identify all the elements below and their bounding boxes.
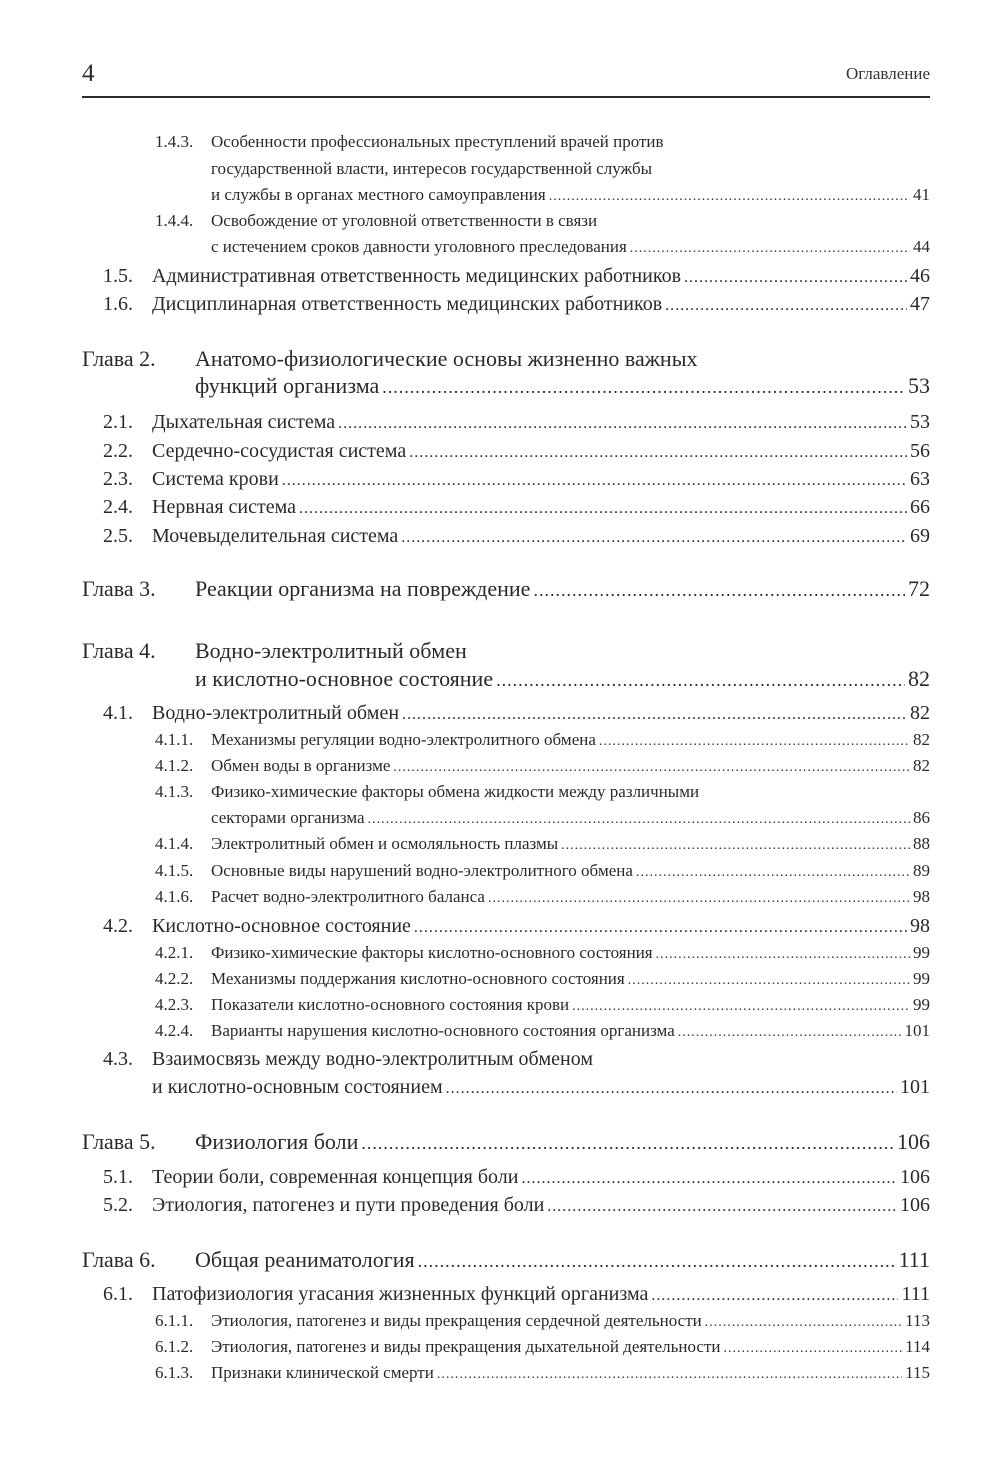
- toc-entry-number: 1.4.4.: [155, 211, 194, 230]
- toc-entry-number: 4.2.2.: [155, 969, 194, 988]
- dot-leader: [402, 701, 907, 729]
- toc-entry-number: 2.4.: [103, 496, 133, 518]
- dot-leader: [533, 575, 905, 605]
- toc-entry-title-line: Водно-электролитный обмен: [152, 702, 400, 724]
- toc-entry-title-line: Признаки клинической смерти: [211, 1363, 434, 1382]
- toc-entry-title-line: государственной власти, интересов государственной службы: [211, 159, 653, 178]
- dot-leader: [656, 943, 910, 967]
- toc-entry-number: 4.3.: [103, 1048, 133, 1070]
- toc-entry-title-line: Нервная система: [152, 496, 297, 518]
- toc-entry-page-number: 53: [908, 373, 930, 398]
- dot-leader: [521, 1165, 897, 1193]
- toc-entry-page-number: 99: [913, 943, 930, 962]
- page-header: [82, 58, 930, 96]
- toc-entry-title-line: функций организма: [195, 373, 380, 398]
- toc-entry-page-number: 115: [905, 1363, 930, 1382]
- toc-entry-number: 4.2.4.: [155, 1021, 194, 1040]
- toc-entry-number: 4.1.4.: [155, 834, 194, 853]
- toc-entry-title-line: с истечением сроков давности уголовного преследования: [211, 237, 627, 256]
- toc-entry-title-line: Мочевыделительная система: [152, 525, 399, 547]
- toc-entry-number: 6.1.1.: [155, 1311, 194, 1330]
- dot-leader: [636, 861, 910, 885]
- toc-entry-page-number: 53: [910, 411, 930, 433]
- toc-entry-title-line: Сердечно-сосудистая система: [152, 440, 407, 462]
- toc-entry-page-number: 106: [900, 1194, 930, 1216]
- toc-entry-page-number: 46: [910, 265, 930, 287]
- toc-entry-page-number: 98: [910, 915, 930, 937]
- toc-entry-title-line: Система крови: [152, 468, 279, 490]
- dot-leader: [368, 808, 910, 832]
- toc-entry-title-line: Этиология, патогенез и виды прекращения дыхательной деятельности: [211, 1337, 721, 1356]
- toc-entry-title-line: Показатели кислотно-основного состояния крови: [211, 995, 570, 1014]
- toc-entry-number: 6.1.3.: [155, 1363, 194, 1382]
- toc-entry-title-line: Механизмы поддержания кислотно-основного состояния: [211, 969, 625, 988]
- dot-leader: [705, 1311, 902, 1335]
- toc-entry-page-number: 82: [908, 666, 930, 691]
- toc-entry-title-line: Реакции организма на повреждение: [195, 576, 531, 601]
- toc-entry-number: 4.1.2.: [155, 756, 194, 775]
- toc-entry-title-line: Электролитный обмен и осмоляльность плазмы: [211, 834, 559, 853]
- toc-entry-page-number: 69: [910, 525, 930, 547]
- toc-entry-page-number: 47: [910, 293, 930, 315]
- toc-entry-page-number: 99: [913, 995, 930, 1014]
- dot-leader: [561, 834, 910, 858]
- toc-entry-page-number: 44: [913, 237, 930, 256]
- dot-leader: [549, 185, 910, 209]
- toc-entry-page-number: 66: [910, 496, 930, 518]
- toc-entry-number: 6.1.2.: [155, 1337, 194, 1356]
- page-number: 4: [82, 60, 95, 87]
- running-title: Оглавление: [846, 64, 930, 83]
- toc-entry-page-number: 106: [900, 1166, 930, 1188]
- dot-leader: [414, 914, 907, 942]
- toc-entry-title-line: Теории боли, современная концепция боли: [152, 1166, 519, 1188]
- toc-entry-page-number: 114: [905, 1337, 930, 1356]
- toc-entry-number: 5.1.: [103, 1166, 133, 1188]
- toc-entry-title-line: Общая реаниматология: [195, 1247, 415, 1272]
- toc-entry-number: 4.2.: [103, 915, 133, 937]
- dot-leader: [496, 665, 905, 695]
- toc-entry-page-number: 101: [904, 1021, 930, 1040]
- toc-entry-number: 6.1.: [103, 1283, 133, 1305]
- toc-entry-number: Глава 2.: [82, 346, 156, 371]
- dot-leader: [299, 495, 907, 523]
- toc-entry-page-number: 86: [913, 808, 930, 827]
- toc-entry-page-number: 88: [913, 834, 930, 853]
- toc-entry-title-line: Физико-химические факторы кислотно-основного состояния: [211, 943, 653, 962]
- toc-entry-title-line: и кислотно-основным состоянием: [152, 1076, 443, 1098]
- toc-entry-number: 2.3.: [103, 468, 133, 490]
- toc-entry-title-line: Физиология боли: [195, 1129, 359, 1154]
- toc-entry-page-number: 63: [910, 468, 930, 490]
- dot-leader: [418, 1246, 896, 1276]
- toc-entry-title-line: Физико-химические факторы обмена жидкости между различными: [211, 782, 700, 801]
- toc-entry-page-number: 89: [913, 861, 930, 880]
- toc-entry-number: Глава 4.: [82, 638, 156, 663]
- toc-entry-page-number: 56: [910, 440, 930, 462]
- toc-entry-title-line: Механизмы регуляции водно-электролитного обмена: [211, 730, 596, 749]
- toc-entry-title-line: Основные виды нарушений водно-электролитного обмена: [211, 861, 633, 880]
- toc-entry-number: 2.2.: [103, 440, 133, 462]
- toc-entry-title-line: и кислотно-основное состояние: [195, 666, 494, 691]
- dot-leader: [401, 524, 907, 552]
- dot-leader: [599, 730, 910, 754]
- toc-entry-title-line: Патофизиология угасания жизненных функций организма: [152, 1283, 649, 1305]
- toc-entry-page-number: 98: [913, 887, 930, 906]
- dot-leader: [382, 372, 905, 402]
- toc-entry-number: 4.1.1.: [155, 730, 194, 749]
- toc-entry-page-number: 113: [905, 1311, 930, 1330]
- dot-leader: [684, 264, 907, 292]
- dot-leader: [678, 1021, 902, 1045]
- dot-leader: [488, 887, 910, 911]
- toc-entry-number: Глава 6.: [82, 1247, 156, 1272]
- dot-leader: [630, 237, 910, 261]
- dot-leader: [361, 1128, 894, 1158]
- toc-entry-number: 4.1.3.: [155, 782, 194, 801]
- toc-entry-title-line: и службы в органах местного самоуправления: [211, 185, 546, 204]
- toc-entry-number: 5.2.: [103, 1194, 133, 1216]
- toc-entry-title-line: Кислотно-основное состояние: [152, 915, 411, 937]
- toc-entry-title-line: Этиология, патогенез и пути проведения боли: [152, 1194, 545, 1216]
- toc-entry-number: 1.6.: [103, 293, 133, 315]
- toc-entry-page-number: 111: [898, 1247, 930, 1272]
- toc-entry-number: Глава 5.: [82, 1129, 156, 1154]
- toc-entry-number: 4.2.1.: [155, 943, 194, 962]
- toc-entry-page-number: 106: [897, 1129, 930, 1154]
- toc-entry-page-number: 41: [913, 185, 930, 204]
- toc-entry-page-number: 111: [901, 1283, 930, 1305]
- toc-entry-page-number: 82: [910, 702, 930, 724]
- dot-leader: [724, 1337, 903, 1361]
- dot-leader: [282, 467, 907, 495]
- toc-entry-page-number: 101: [900, 1076, 930, 1098]
- toc-entry-title-line: Обмен воды в организме: [211, 756, 391, 775]
- dot-leader: [651, 1282, 898, 1310]
- toc-entry-page-number: 82: [913, 730, 930, 749]
- dot-leader: [446, 1075, 897, 1103]
- dot-leader: [437, 1363, 902, 1387]
- toc-entry-title-line: Дисциплинарная ответственность медицинских работников: [152, 293, 663, 315]
- toc-entry-title-line: Дыхательная система: [152, 411, 336, 433]
- toc-entry-title-line: Анатомо-физиологические основы жизненно важных: [195, 346, 698, 371]
- dot-leader: [665, 292, 907, 320]
- toc-entry-number: 2.5.: [103, 525, 133, 547]
- dot-leader: [393, 756, 910, 780]
- toc-entry-title-line: секторами организма: [211, 808, 365, 827]
- dot-leader: [628, 969, 910, 993]
- header-rule: [82, 96, 930, 98]
- toc-entry-title-line: Освобождение от уголовной ответственности в связи: [211, 211, 598, 230]
- toc-entry-page-number: 99: [913, 969, 930, 988]
- dot-leader: [338, 410, 907, 438]
- toc-entry-number: 2.1.: [103, 411, 133, 433]
- toc-entry-title-line: Расчет водно-электролитного баланса: [211, 887, 485, 906]
- toc-entry-number: 1.4.3.: [155, 132, 194, 151]
- toc-entry-number: 4.2.3.: [155, 995, 194, 1014]
- toc-entry-page-number: 82: [913, 756, 930, 775]
- dot-leader: [409, 439, 907, 467]
- toc-entry-title-line: Этиология, патогенез и виды прекращения сердечной деятельности: [211, 1311, 702, 1330]
- toc-entry-title-line: Водно-электролитный обмен: [195, 638, 467, 663]
- toc-entry-number: 4.1.6.: [155, 887, 194, 906]
- dot-leader: [547, 1193, 897, 1221]
- toc-entry-title-line: Административная ответственность медицинских работников: [152, 265, 682, 287]
- toc-entry-number: 4.1.: [103, 702, 133, 724]
- dot-leader: [572, 995, 910, 1019]
- toc-entry-number: 1.5.: [103, 265, 133, 287]
- toc-entry-title-line: Особенности профессиональных преступлений врачей против: [211, 132, 664, 151]
- toc-entry-title-line: Варианты нарушения кислотно-основного состояния организма: [211, 1021, 675, 1040]
- toc-entry-title-line: Взаимосвязь между водно-электролитным обменом: [152, 1048, 594, 1070]
- toc-entry-number: 4.1.5.: [155, 861, 194, 880]
- toc-entry-number: Глава 3.: [82, 576, 156, 601]
- toc-entry-page-number: 72: [908, 576, 930, 601]
